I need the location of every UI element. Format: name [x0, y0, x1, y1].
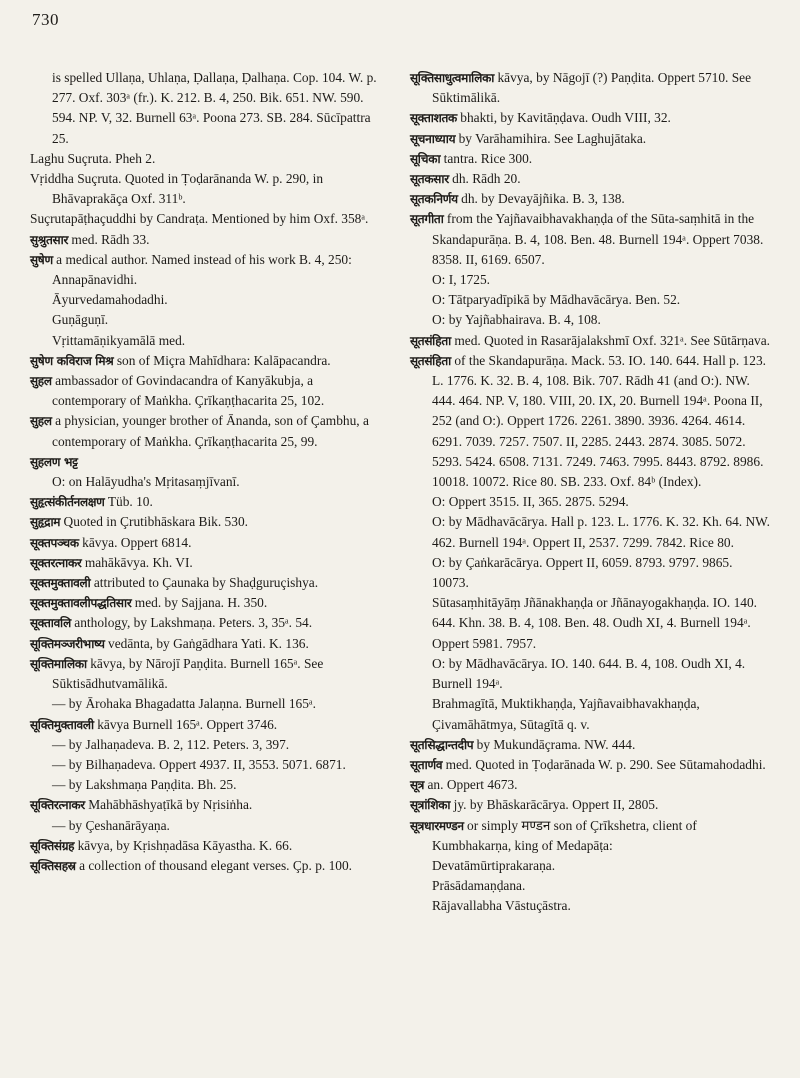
headword: सूक्तिमुक्तावली [30, 717, 94, 732]
entry [410, 876, 772, 896]
entry-text: Suçrutapāṭhaçuddhi by Candraṭa. Mentioned by him Oxf. 358ᵃ. [30, 211, 369, 227]
entry-text: tantra. Rice 300. [440, 150, 533, 166]
entry [30, 351, 390, 371]
entry [410, 553, 772, 593]
entry-text: Āyurvedamahodadhi. [52, 292, 168, 308]
headword: सूत्रांशिका [410, 798, 451, 813]
entry-text: Quoted in Çrutibhāskara Bik. 530. [60, 514, 248, 530]
headword: सुषेण [30, 252, 53, 267]
entry [30, 634, 390, 654]
entry-text: Sūtasaṃhitāyāṃ Jñānakhaṇḍa or Jñānayogakhaṇḍa. IO. 140. 644. Khn. 38. B. 4, 108. Ben. 48. Oudh XI, 4. Burnell 194ᵃ. Oppert 5981. 7957. [432, 595, 758, 651]
entry-text: kāvya, by Nārojī Paṇḍita. Burnell 165ᵃ. See Sūktisādhutvamālikā. [52, 655, 324, 692]
entry-text: O: by Yajñabhairava. B. 4, 108. [432, 312, 601, 328]
headword: सूक्तिमञ्जरीभाष्य [30, 636, 105, 651]
entry-text: a medical author. Named instead of his work B. 4, 250: [52, 251, 352, 267]
headword: सूक्तावलि [30, 616, 71, 631]
left-column [30, 68, 390, 876]
headword: सूक्तिसंग्रह [30, 838, 75, 853]
entry-text: an. Oppert 4673. [424, 777, 518, 793]
entry-text: dh. by Devayājñika. B. 3, 138. [457, 191, 625, 207]
headword: सूतसिद्धान्तदीप [410, 737, 474, 752]
entry [30, 472, 390, 492]
entry-text: — by Lakshmaṇa Paṇḍita. Bh. 25. [52, 777, 237, 793]
entry-text: dh. Rādh 20. [448, 171, 521, 187]
entry [30, 310, 390, 330]
entry-text: med. Rādh 33. [68, 231, 150, 247]
entry-text: a collection of thousand elegant verses. Çp. p. 100. [75, 857, 353, 873]
headword: सुश्रुतसार [30, 232, 69, 247]
headword: सूक्तिमालिका [30, 656, 87, 671]
entry [30, 795, 390, 815]
entry [410, 795, 772, 815]
entry [30, 290, 390, 310]
headword: सूचनाध्याय [410, 131, 456, 146]
entry [30, 553, 390, 573]
entry-text: — by Jalhaṇadeva. B. 2, 112. Peters. 3, 397. [52, 736, 290, 752]
entry-text: med. Quoted in Ṭoḍarānada W. p. 290. See Sūtamahodadhi. [442, 756, 766, 772]
entry [410, 149, 772, 169]
headword: सुहल [30, 374, 52, 389]
entry-text: mahākāvya. Kh. VI. [81, 554, 193, 570]
entry [410, 189, 772, 209]
entry-text: O: by Çaṅkarācārya. Oppert II, 6059. 8793. 9797. 9865. 10073. [432, 554, 733, 591]
headword: सूक्तपञ्चक [30, 535, 79, 550]
entry-text: O: Oppert 3515. II, 365. 2875. 5294. [432, 494, 629, 510]
headword: सूतगीता [410, 212, 444, 227]
entry [30, 573, 390, 593]
entry-text: Devatāmūrtiprakaraṇa. [432, 857, 556, 873]
entry-text: Rājavallabha Vāstuçāstra. [432, 898, 571, 914]
entry [410, 351, 772, 492]
headword: सूक्ताशतक [410, 111, 457, 126]
entry [410, 856, 772, 876]
headword: सूक्तिसाधुत्वमालिका [410, 71, 495, 85]
entry [30, 411, 390, 451]
entry-text: kāvya, by Nāgojī (?) Paṇḍita. Oppert 5710. See Sūktimālikā. [432, 70, 752, 106]
entry-text: Brahmagītā, Muktikhaṇḍa, Yajñavaibhavakhaṇḍa, Çivamāhātmya, Sūtagītā q. v. [432, 696, 700, 732]
entry [410, 270, 772, 290]
entry [410, 775, 772, 795]
entry [410, 492, 772, 512]
entry-text: ambassador of Govindacandra of Kanyākubja, a contemporary of Maṅkha. Çrīkaṇṭhacarita 25, 102. [51, 373, 325, 409]
entry [30, 331, 390, 351]
entry [30, 755, 390, 775]
headword: सूतकनिर्णय [410, 192, 458, 207]
entry [30, 654, 390, 694]
entry-text: by Varāhamihira. See Laghujātaka. [455, 130, 647, 146]
entry [30, 512, 390, 532]
entry-text: son of Miçra Mahīdhara: Kalāpacandra. [113, 352, 331, 368]
headword: सूक्तिरत्नाकर [30, 798, 85, 813]
page-number: 730 [32, 10, 59, 29]
entry-text: Prāsādamaṇḍana. [432, 878, 526, 894]
entry-text: Annapānavidhi. [52, 272, 138, 288]
entry [410, 331, 772, 351]
entry-text: — by Ārohaka Bhagadatta Jalaṇna. Burnell 165ᵃ. [52, 696, 316, 712]
entry-text: anthology, by Lakshmaṇa. Peters. 3, 35ᵃ. 54. [70, 615, 313, 631]
entry [410, 108, 772, 128]
entry [30, 715, 390, 735]
entry [410, 209, 772, 270]
entry [30, 230, 390, 250]
entry-text: Guṇāguṇī. [52, 312, 109, 328]
entry-text: — by Çeshanārāyaṇa. [52, 817, 170, 833]
entry-text: of the Skandapurāṇa. Mack. 53. IO. 140. 644. Hall p. 123. L. 1776. K. 32. B. 4, 108. Bik. 707. Rādh 41 (and O:). NW. 444. 464. NP. V, 180. VIII, 20. IX, 20. Burnell 194ᵃ. Poona II, 252 (and O:). Oppert 1726. 2261. 3890. 3936. 4264. 4614. 6291. 7039. 7257. 7507. II, 2285. 2443. 2874. 3085. 5072. 5293. 5424. 6508. 7131. 7249. 7463. 7995. 8443. 8792. 8986. 10018. 10072. Rice 80. SB. 233. Oxf. 84ᵇ (Index). [432, 352, 766, 490]
entry [30, 250, 390, 270]
entry [410, 735, 772, 755]
entry-text: Laghu Suçruta. Pheh 2. [30, 150, 156, 166]
right-column [410, 68, 772, 917]
entry-text: Tüb. 10. [104, 494, 153, 510]
entry-text: vedānta, by Gaṅgādhara Yati. K. 136. [104, 635, 309, 651]
entry [410, 68, 772, 108]
entry-text: Mahābhāshyaṭīkā by Nṛisiṅha. [84, 797, 253, 813]
entry-text: — by Bilhaṇadeva. Oppert 4937. II, 3553. 5071. 6871. [52, 756, 346, 772]
entry [30, 68, 390, 149]
headword: सूक्तरत्नाकर [30, 555, 82, 570]
headword: सूतकसार [410, 172, 449, 187]
headword: सुहलण भट्ट [30, 454, 78, 469]
entry-text: bhakti, by Kavitāṇḍava. Oudh VIII, 32. [456, 110, 671, 126]
entry [30, 149, 390, 169]
headword: सूक्तिसहस्र [30, 858, 76, 873]
entry-text: kāvya, by Kṛishṇadāsa Kāyastha. K. 66. [74, 837, 293, 853]
entry-text: O: on Halāyudha's Mṛitasaṃjīvanī. [52, 474, 240, 490]
entry-text: O: I, 1725. [432, 272, 491, 288]
entry [410, 654, 772, 694]
entry [30, 452, 390, 472]
entry [30, 270, 390, 290]
entry [410, 694, 772, 734]
headword: सूत्र [410, 778, 425, 793]
entry-text: kāvya. Oppert 6814. [78, 534, 192, 550]
entry [410, 896, 772, 916]
entry-text: med. Quoted in Rasarājalakshmī Oxf. 321ᵃ. See Sūtārṇava. [451, 332, 771, 348]
entry [30, 816, 390, 836]
headword: सुहृद्राम [30, 515, 61, 530]
headword: सुहृत्संकीर्तनलक्षण [30, 495, 105, 510]
entry-text: jy. by Bhāskarācārya. Oppert II, 2805. [450, 797, 659, 813]
entry [30, 169, 390, 209]
entry [30, 613, 390, 633]
entry-text: kāvya Burnell 165ᵃ. Oppert 3746. [93, 716, 278, 732]
entry [30, 775, 390, 795]
headword: सूतसंहिता [410, 333, 451, 348]
entry-text: by Mukundāçrama. NW. 444. [473, 736, 636, 752]
headword: सूत्रधारमण्डन [410, 818, 464, 833]
headword: सूक्तमुक्तावली [30, 576, 91, 591]
headword: सूतार्णव [410, 757, 443, 772]
entry-text: a physician, younger brother of Ānanda, son of Çambhu, a contemporary of Maṅkha. Çrīkaṇṭhacarita 25, 99. [51, 413, 369, 449]
entry [30, 856, 390, 876]
entry [30, 694, 390, 714]
entry-text: Vṛiddha Suçruta. Quoted in Ṭoḍarānanda W. p. 290, in Bhāvaprakāça Oxf. 311ᵇ. [30, 171, 324, 207]
entry-text: is spelled Ullaṇa, Uhlaṇa, Ḍallaṇa, Ḍalhaṇa. Cop. 104. W. p. 277. Oxf. 303ᵃ (fr.). K. 212. B. 4, 250. Bik. 651. NW. 590. 594. NP. V, 32. Burnell 63ᵃ. Poona 273. SB. 284. Sūcīpattra 25. [52, 70, 377, 146]
headword: सूतसंहिता [410, 353, 451, 368]
entry [30, 533, 390, 553]
entry-text: attributed to Çaunaka by Shaḍguruçishya. [90, 575, 319, 591]
headword: सूक्तमुक्तावलीपद्धतिसार [30, 596, 132, 611]
entry [30, 836, 390, 856]
headword: सूचिका [410, 151, 441, 166]
entry-text: Vṛittamāṇikyamālā med. [52, 332, 186, 348]
entry [410, 755, 772, 775]
entry [30, 593, 390, 613]
entry-text: or simply मण्डन son of Çrīkshetra, client of Kumbhakarṇa, king of Medapāṭa: [432, 817, 697, 853]
entry [410, 169, 772, 189]
headword: सुहल [30, 414, 52, 429]
entry [410, 593, 772, 654]
entry-text: O: Tātparyadīpikā by Mādhavācārya. Ben. 52. [432, 292, 681, 308]
entry [410, 129, 772, 149]
entry [30, 492, 390, 512]
entry [30, 371, 390, 411]
entry [30, 735, 390, 755]
entry-text: O: by Mādhavācārya. Hall p. 123. L. 1776. K. 32. Kh. 64. NW. 462. Burnell 194ᵃ. Oppert II, 2537. 7299. 7842. Rice 80. [432, 514, 770, 550]
entry [410, 512, 772, 552]
entry [410, 290, 772, 310]
entry-text: O: by Mādhavācārya. IO. 140. 644. B. 4, 108. Oudh XI, 4. Burnell 194ᵃ. [432, 655, 746, 692]
entry-text: med. by Sajjana. H. 350. [131, 595, 268, 611]
entry-text: from the Yajñavaibhavakhaṇḍa of the Sūta-saṃhitā in the Skandapurāṇa. B. 4, 108. Ben. 48. Burnell 194ᵃ. Oppert 7038. 8358. II, 6169. 6507. [432, 211, 764, 267]
entry [410, 310, 772, 330]
entry [30, 209, 390, 229]
entry [410, 816, 772, 856]
headword: सुषेण कविराज मिश्र [30, 353, 114, 368]
